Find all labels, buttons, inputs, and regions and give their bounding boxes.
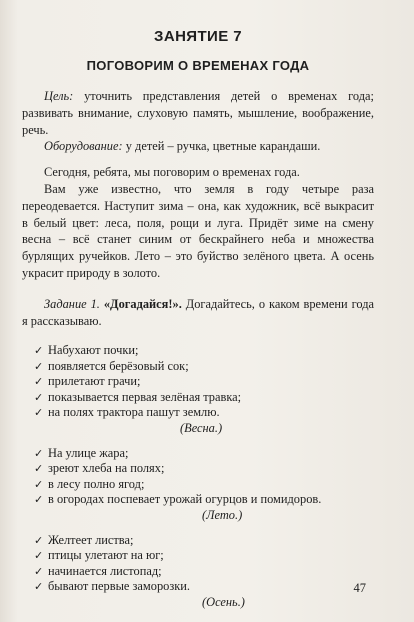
list-item bbox=[34, 405, 374, 420]
clue-text: Желтеет листва; bbox=[48, 532, 134, 547]
check-mark-icon: ✓ bbox=[34, 564, 44, 578]
list-item bbox=[34, 390, 374, 405]
check-mark-icon: ✓ bbox=[34, 462, 44, 476]
equipment-paragraph bbox=[22, 138, 374, 155]
task-text: Догадайтесь, о каком времени года я рассказываю. bbox=[22, 296, 375, 328]
answer-autumn: (Осень.) bbox=[202, 595, 245, 610]
task-paragraph bbox=[22, 296, 374, 330]
goal-paragraph bbox=[22, 88, 374, 138]
task-label: Задание 1. bbox=[44, 296, 100, 311]
list-item bbox=[34, 492, 374, 507]
equipment-label: Оборудование: bbox=[44, 139, 123, 154]
list-item bbox=[34, 477, 374, 492]
check-mark-icon: ✓ bbox=[34, 359, 44, 373]
clue-text: зреют хлеба на полях; bbox=[48, 461, 165, 476]
intro-line-1: Сегодня, ребята, мы поговорим о временах года. bbox=[44, 165, 300, 180]
clue-text: бывают первые заморозки. bbox=[48, 579, 190, 594]
clue-text: в огородах поспевает урожай огурцов и помидоров. bbox=[48, 492, 322, 507]
book-page bbox=[22, 18, 374, 608]
check-mark-icon: ✓ bbox=[34, 477, 44, 491]
clue-text: прилетают грачи; bbox=[48, 374, 141, 389]
check-mark-icon: ✓ bbox=[34, 446, 44, 460]
check-mark-icon: ✓ bbox=[34, 533, 44, 547]
clue-text: на полях трактора пашут землю. bbox=[48, 404, 220, 419]
check-mark-icon: ✓ bbox=[34, 493, 44, 507]
list-item bbox=[34, 446, 374, 461]
lesson-title: ЗАНЯТИЕ 7 bbox=[154, 28, 242, 45]
list-item bbox=[34, 343, 374, 358]
check-mark-icon: ✓ bbox=[34, 375, 44, 389]
answer-summer: (Лето.) bbox=[202, 508, 243, 523]
list-item bbox=[34, 579, 374, 594]
check-mark-icon: ✓ bbox=[34, 344, 44, 358]
intro-paragraph: Вам уже известно, что земля в году четыре раза переодевается. Наступит зима – она, как художник, всё выкрасит в белый цвет: леса, поля, рощи и луга. Придёт зиме на смену весна – всё станет синим от бескрайнего неба и множества бурлящих ручейков. Лето – это буйство зелёного цвета. А осень украсит природу в золото. bbox=[22, 181, 374, 280]
clue-text: птицы улетают на юг; bbox=[48, 548, 164, 563]
check-mark-icon: ✓ bbox=[34, 390, 44, 404]
goal-text: уточнить представления детей о временах года; развивать внимание, слуховую память, мышление, воображение, речь. bbox=[22, 89, 374, 137]
equipment-text: у детей – ручка, цветные карандаши. bbox=[122, 139, 321, 154]
clue-text: появляется берёзовый сок; bbox=[48, 358, 189, 373]
clue-group-spring bbox=[22, 343, 374, 436]
page-number: 47 bbox=[353, 581, 366, 595]
list-item bbox=[34, 548, 374, 563]
clue-text: На улице жара; bbox=[48, 445, 129, 460]
check-mark-icon: ✓ bbox=[34, 405, 44, 419]
list-item bbox=[34, 374, 374, 389]
answer-spring: (Весна.) bbox=[180, 421, 223, 436]
clue-text: в лесу полно ягод; bbox=[48, 476, 145, 491]
list-item bbox=[34, 461, 374, 476]
clue-text: показывается первая зелёная травка; bbox=[48, 389, 242, 404]
lesson-subtitle: ПОГОВОРИМ О ВРЕМЕНАХ ГОДА bbox=[86, 58, 310, 73]
clue-text: Набухают почки; bbox=[48, 343, 139, 358]
clue-group-summer bbox=[22, 446, 374, 524]
list-item bbox=[34, 359, 374, 374]
list-item bbox=[34, 533, 374, 548]
check-mark-icon: ✓ bbox=[34, 580, 44, 594]
clue-text: начинается листопад; bbox=[48, 563, 162, 578]
goal-label: Цель: bbox=[44, 89, 74, 103]
check-mark-icon: ✓ bbox=[34, 549, 44, 563]
list-item bbox=[34, 564, 374, 579]
clue-group-autumn bbox=[22, 533, 374, 611]
task-name: «Догадайся!». bbox=[99, 296, 182, 311]
